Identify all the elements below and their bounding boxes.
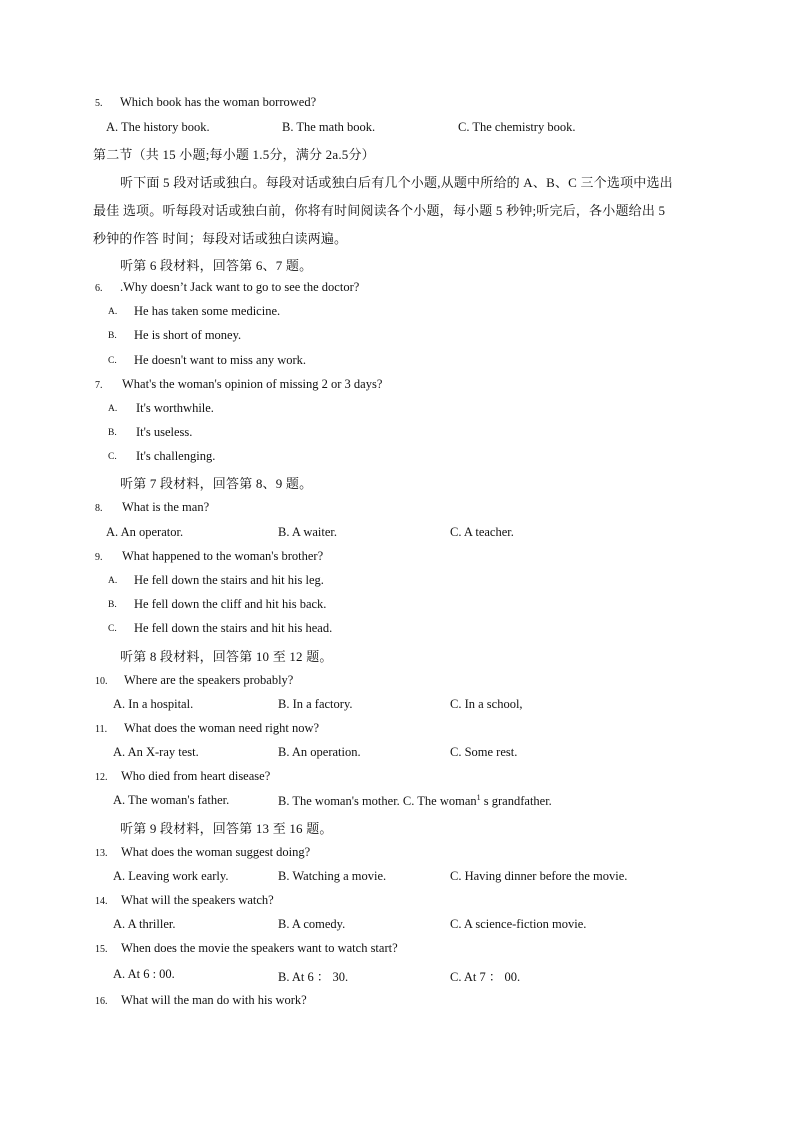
question-number: 5. xyxy=(95,98,103,109)
question-text: What will the speakers watch? xyxy=(121,893,274,907)
option-c-tail: s grandfather. xyxy=(480,794,552,809)
section-heading: 第二节（共 15 小题;每小题 1.5分，满分 2a.5分） xyxy=(93,147,375,162)
option-c: He doesn't want to miss any work. xyxy=(134,353,307,367)
option-label: C. xyxy=(108,356,117,366)
option-label: A. xyxy=(108,404,118,414)
question-text: .Why doesn’t Jack want to go to see the doctor? xyxy=(120,280,360,294)
superscript: 1 xyxy=(476,793,481,802)
question-number: 11. xyxy=(95,724,108,735)
option-c: C. Having dinner before the movie. xyxy=(450,869,628,883)
option-a: It's worthwhile. xyxy=(136,401,214,415)
option-b: B. Watching a movie. xyxy=(278,869,387,883)
question-text: Where are the speakers probably? xyxy=(124,673,294,687)
question-text: Who died from heart disease? xyxy=(121,769,271,783)
option-c: C. Some rest. xyxy=(450,745,518,759)
material-heading: 听第 9 段材料，回答第 13 至 16 题。 xyxy=(120,821,333,836)
option-b: It's useless. xyxy=(136,425,193,439)
option-label: A. xyxy=(108,307,118,317)
option-c: C. A teacher. xyxy=(450,525,514,539)
option-a: A. An X-ray test. xyxy=(113,745,199,759)
option-label: B. xyxy=(108,428,117,438)
question-text: What does the woman need right now? xyxy=(124,721,320,735)
question-text: Which book has the woman borrowed? xyxy=(120,95,317,109)
option-label: A. xyxy=(108,576,118,586)
question-text: What happened to the woman's brother? xyxy=(122,549,324,563)
option-a: A. In a hospital. xyxy=(113,697,194,711)
option-label: C. xyxy=(108,452,117,462)
option-b-c-text: B. The woman's mother. C. The woman xyxy=(278,794,477,809)
material-heading: 听第 7 段材料，回答第 8、9 题。 xyxy=(120,476,313,491)
option-b: B. The math book. xyxy=(282,120,376,134)
option-b: B. A comedy. xyxy=(278,917,346,931)
option-b: B. In a factory. xyxy=(278,697,353,711)
option-c: C. At 7 ： 00. xyxy=(450,970,521,984)
question-number: 14. xyxy=(95,896,108,907)
question-number: 16. xyxy=(95,996,108,1007)
material-heading: 听第 8 段材料，回答第 10 至 12 题。 xyxy=(120,649,333,664)
instructions-line-2: 最佳 选项。听每段对话或独白前，你将有时间阅读各个小题，每小题 5 秒钟;听完后，各小题给出 5 xyxy=(93,203,666,218)
instructions-line-3: 秒钟的作答 时间；每段对话或独白读两遍。 xyxy=(93,231,348,246)
option-label: B. xyxy=(108,600,117,610)
question-number: 13. xyxy=(95,848,108,859)
option-b: B. An operation. xyxy=(278,745,361,759)
option-c: He fell down the stairs and hit his head. xyxy=(134,621,333,635)
option-c: It's challenging. xyxy=(136,449,216,463)
option-b: He fell down the cliff and hit his back. xyxy=(134,597,327,611)
question-number: 15. xyxy=(95,944,108,955)
question-number: 12. xyxy=(95,772,108,783)
option-label: C. xyxy=(108,624,117,634)
question-text: What will the man do with his work? xyxy=(121,993,307,1007)
option-a: A. An operator. xyxy=(106,525,184,539)
option-a: A. At 6 : 00. xyxy=(113,967,175,981)
option-b: He is short of money. xyxy=(134,328,242,342)
option-a: He fell down the stairs and hit his leg. xyxy=(134,573,324,587)
question-number: 6. xyxy=(95,283,103,294)
question-number: 7. xyxy=(95,380,103,391)
option-b-c xyxy=(278,793,552,809)
question-text: What is the man? xyxy=(122,500,210,514)
option-a: A. The history book. xyxy=(106,120,210,134)
material-heading: 听第 6 段材料，回答第 6、7 题。 xyxy=(120,258,313,273)
question-number: 8. xyxy=(95,503,103,514)
option-b: B. At 6 ： 30. xyxy=(278,970,349,984)
option-b: B. A waiter. xyxy=(278,525,338,539)
question-text: What does the woman suggest doing? xyxy=(121,845,311,859)
option-a: A. The woman's father. xyxy=(113,793,230,807)
instructions-line-1: 听下面 5 段对话或独白。每段对话或独白后有几个小题,从题中所给的 A、B、C 三个选项中选出 xyxy=(120,175,673,190)
question-text: When does the movie the speakers want to watch start? xyxy=(121,941,398,955)
option-label: B. xyxy=(108,331,117,341)
option-a: A. A thriller. xyxy=(113,917,176,931)
question-number: 10. xyxy=(95,676,108,687)
option-a: A. Leaving work early. xyxy=(113,869,229,883)
question-number: 9. xyxy=(95,552,103,563)
option-c: C. The chemistry book. xyxy=(458,120,576,134)
option-a: He has taken some medicine. xyxy=(134,304,281,318)
question-text: What's the woman's opinion of missing 2 or 3 days? xyxy=(122,377,383,391)
option-c: C. In a school, xyxy=(450,697,523,711)
option-c: C. A science-fiction movie. xyxy=(450,917,587,931)
